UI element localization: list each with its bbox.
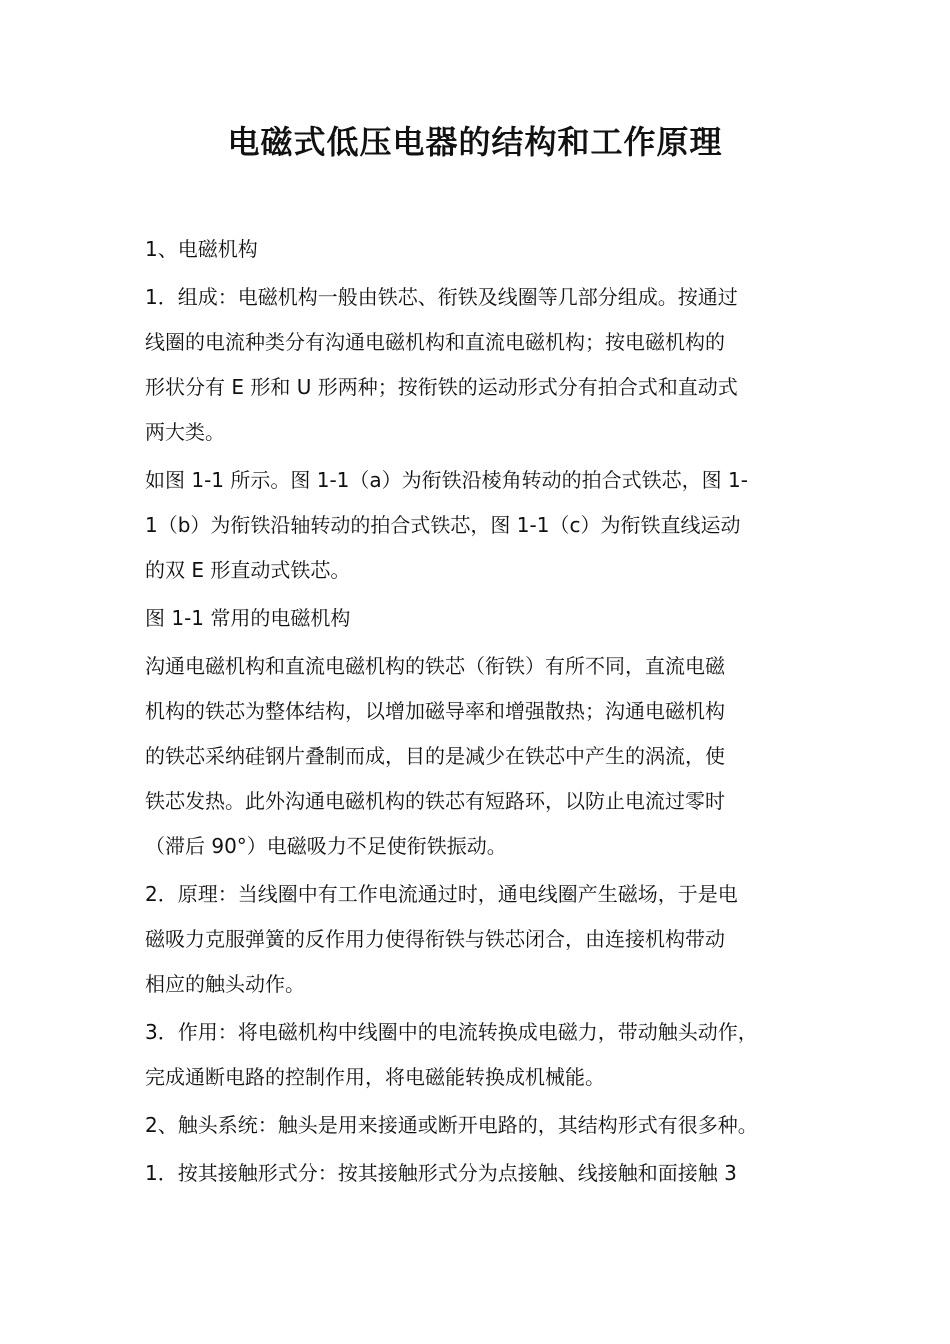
text-line: 2、触头系统：触头是用来接通或断开电路的，其结构形式有很多种。 — [145, 1113, 758, 1137]
text-line: 1（b）为衔铁沿轴转动的拍合式铁芯，图 1-1（c）为衔铁直线运动 — [145, 513, 741, 537]
text-line: 相应的触头动作。 — [145, 972, 305, 996]
paragraph-figure-reference — [145, 458, 813, 593]
text-line: 沟通电磁机构和直流电磁机构的铁芯（衔铁）有所不同，直流电磁 — [145, 654, 725, 678]
document-body — [145, 227, 813, 1199]
text-line: 1．组成：电磁机构一般由铁芯、衔铁及线圈等几部分组成。按通过 — [145, 285, 738, 309]
text-line: 机构的铁芯为整体结构，以增加磁导率和增强散热；沟通电磁机构 — [145, 699, 725, 723]
text-line: 铁芯发热。此外沟通电磁机构的铁芯有短路环，以防止电流过零时 — [145, 789, 725, 813]
text-line: （滞后 90°）电磁吸力不足使衔铁振动。 — [145, 834, 507, 858]
text-line: 的铁芯采纳硅钢片叠制而成，目的是减少在铁芯中产生的涡流，使 — [145, 744, 725, 768]
section-heading-contact-system — [145, 1103, 813, 1148]
text-line: 如图 1-1 所示。图 1-1（a）为衔铁沿棱角转动的拍合式铁芯，图 1- — [145, 468, 748, 492]
text-line: 2．原理：当线圈中有工作电流通过时，通电线圈产生磁场，于是电 — [145, 882, 738, 906]
text-line: 形状分有 E 形和 U 形两种；按衔铁的运动形式分有拍合式和直动式 — [145, 375, 738, 399]
text-line: 3．作用：将电磁机构中线圈中的电流转换成电磁力，带动触头动作， — [145, 1020, 758, 1044]
paragraph-contact-form — [145, 1151, 813, 1196]
figure-caption — [145, 596, 813, 641]
paragraph-function — [145, 1010, 813, 1100]
text-line: 磁吸力克服弹簧的反作用力使得衔铁与铁芯闭合，由连接机构带动 — [145, 927, 725, 951]
text-line: 完成通断电路的控制作用，将电磁能转换成机械能。 — [145, 1065, 605, 1089]
text-line: 1、电磁机构 — [145, 237, 258, 261]
text-line: 线圈的电流种类分有沟通电磁机构和直流电磁机构；按电磁机构的 — [145, 330, 725, 354]
text-line: 图 1-1 常用的电磁机构 — [145, 606, 351, 630]
section-heading-electromagnetic-mechanism — [145, 227, 813, 272]
paragraph-composition — [145, 275, 813, 455]
paragraph-core-difference — [145, 644, 813, 869]
text-line: 1．按其接触形式分：按其接触形式分为点接触、线接触和面接触 3 — [145, 1161, 737, 1185]
document-title: 电磁式低压电器的结构和工作原理 — [227, 123, 723, 161]
paragraph-principle — [145, 872, 813, 1007]
text-line: 两大类。 — [145, 420, 225, 444]
text-line: 的双 E 形直动式铁芯。 — [145, 558, 351, 582]
